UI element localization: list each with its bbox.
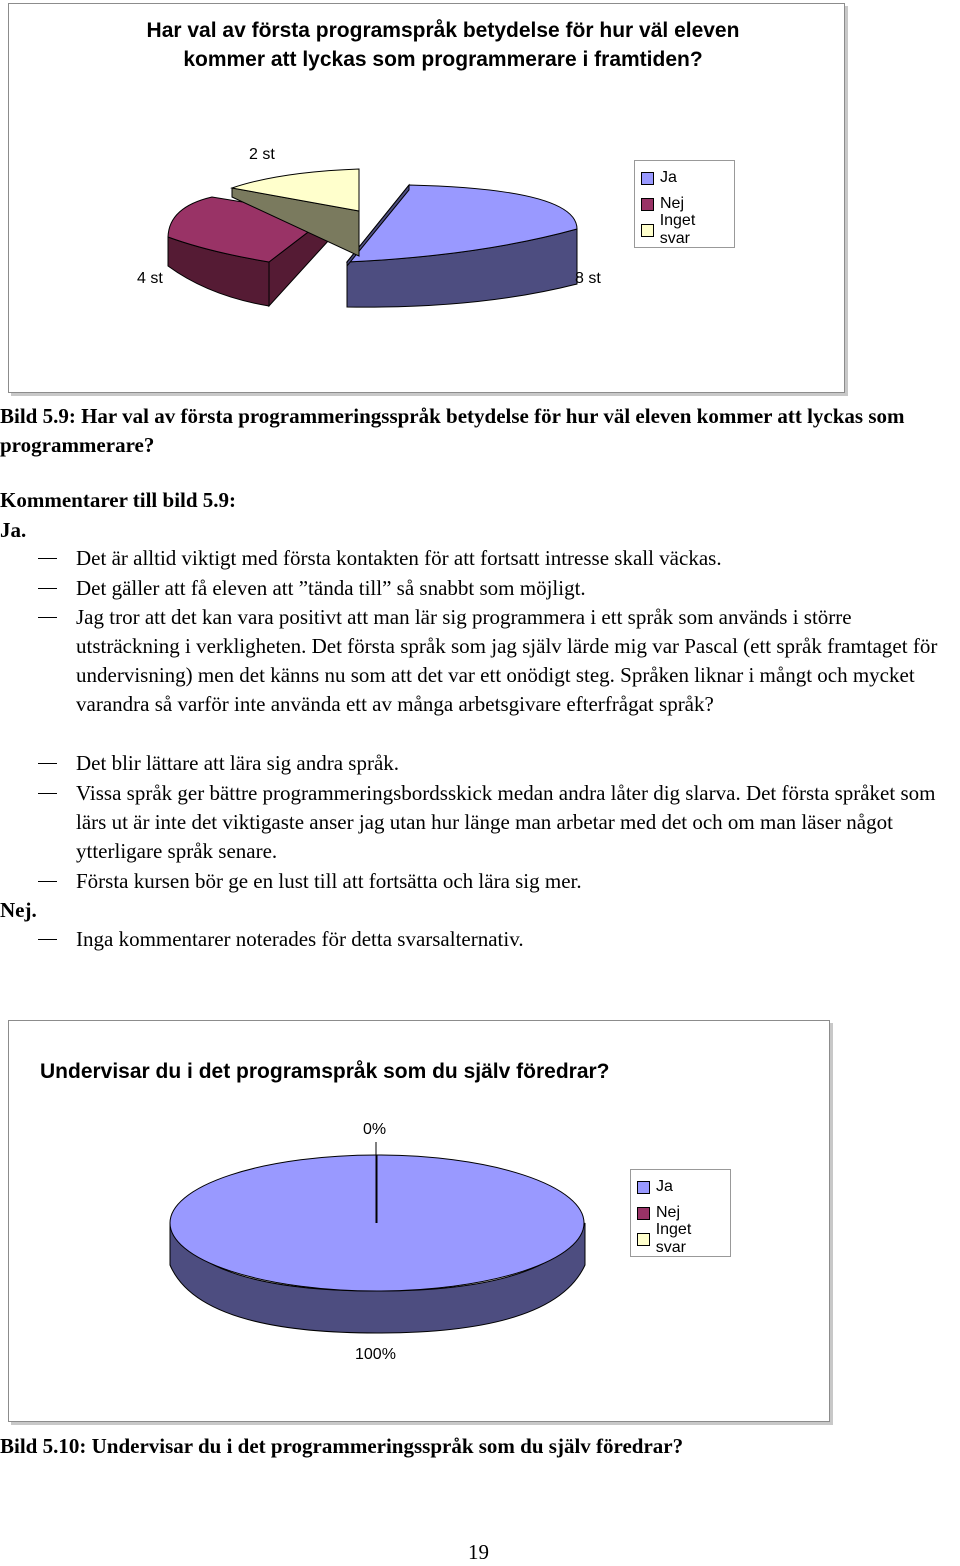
legend-item-inget <box>641 212 728 247</box>
chart-2-label-0: 0% <box>363 1121 387 1138</box>
chart-2 <box>8 1020 830 1422</box>
legend-item-ja <box>637 1174 724 1200</box>
chart-1-title: Har val av första programspråk betydelse för hur väl eleven kommer att lyckas som programmerare i framtiden? <box>146 19 740 71</box>
ja-comment-4: Det blir lättare att lära sig andra språk. <box>76 751 400 775</box>
bullet-dash <box>38 558 57 559</box>
legend-label-ja: Ja <box>656 1178 673 1195</box>
ja-comment-5: Vissa språk ger bättre programmeringsbordsskick medan andra låter dig slarva. Det första språket som lärs ut är inte det viktigaste anser jag utan hur länge man arbetar med det och om man läser något ytterligare språk senare. <box>76 781 936 863</box>
bullet-dash <box>38 763 57 764</box>
figure-2-caption: Bild 5.10: Undervisar du i det programmeringsspråk som du själv föredrar? <box>0 1434 684 1458</box>
comments-heading: Kommentarer till bild 5.9: <box>0 488 237 512</box>
chart-2-legend <box>630 1169 731 1257</box>
nej-comment-1: Inga kommentarer noterades för detta svarsalternativ. <box>76 927 524 951</box>
ja-comment-3: Jag tror att det kan vara positivt att man lär sig programmera i ett språk som används i större utsträckning i verkligheten. Det första språk som jag själv lärde mig var Pascal (ett språk framtaget för undervisning) men det känns nu som att det var ett onödigt steg. Språken liknar i mångt och mycket varandra så varför inte använda ett av många arbetsgivare efterfrågat språk? <box>76 605 938 716</box>
legend-label-nej: Nej <box>656 1204 681 1221</box>
legend-swatch-inget <box>637 1233 650 1246</box>
legend-swatch-ja <box>637 1181 650 1194</box>
ja-label: Ja. <box>0 518 27 542</box>
ja-comment-2: Det gäller att få eleven att ”tända till” så snabbt som möjligt. <box>76 576 586 600</box>
legend-label-nej: Nej <box>660 195 685 212</box>
nej-label: Nej. <box>0 898 37 922</box>
page-number: 19 <box>468 1540 489 1564</box>
bullet-dash <box>38 881 57 882</box>
chart-1-legend <box>634 160 735 248</box>
chart-1-label-inget: 2 st <box>249 146 275 163</box>
legend-swatch-ja <box>641 172 654 185</box>
legend-swatch-nej <box>637 1207 650 1220</box>
legend-label-inget: Inget svar <box>659 212 696 247</box>
chart-1-label-nej: 4 st <box>137 270 163 287</box>
bullet-dash <box>38 939 57 940</box>
legend-swatch-inget <box>641 224 654 237</box>
legend-label-inget: Inget svar <box>655 1221 692 1256</box>
chart-2-title: Undervisar du i det programspråk som du själv föredrar? <box>40 1060 610 1083</box>
legend-item-inget <box>637 1221 724 1256</box>
chart-1 <box>8 3 845 393</box>
bullet-dash <box>38 793 57 794</box>
legend-item-ja <box>641 165 728 191</box>
bullet-dash <box>38 617 57 618</box>
bullet-dash <box>38 588 57 589</box>
chart-2-label-100: 100% <box>355 1346 396 1363</box>
ja-comment-6: Första kursen bör ge en lust till att fortsätta och lära sig mer. <box>76 869 582 893</box>
chart-1-label-ja: 8 st <box>575 270 601 287</box>
legend-label-ja: Ja <box>660 169 677 186</box>
ja-comment-1: Det är alltid viktigt med första kontakten för att fortsatt intresse skall väckas. <box>76 546 722 570</box>
figure-1-caption: Bild 5.9: Har val av första programmeringsspråk betydelse för hur väl eleven kommer att lyckas som programmerare? <box>0 404 905 457</box>
legend-swatch-nej <box>641 198 654 211</box>
